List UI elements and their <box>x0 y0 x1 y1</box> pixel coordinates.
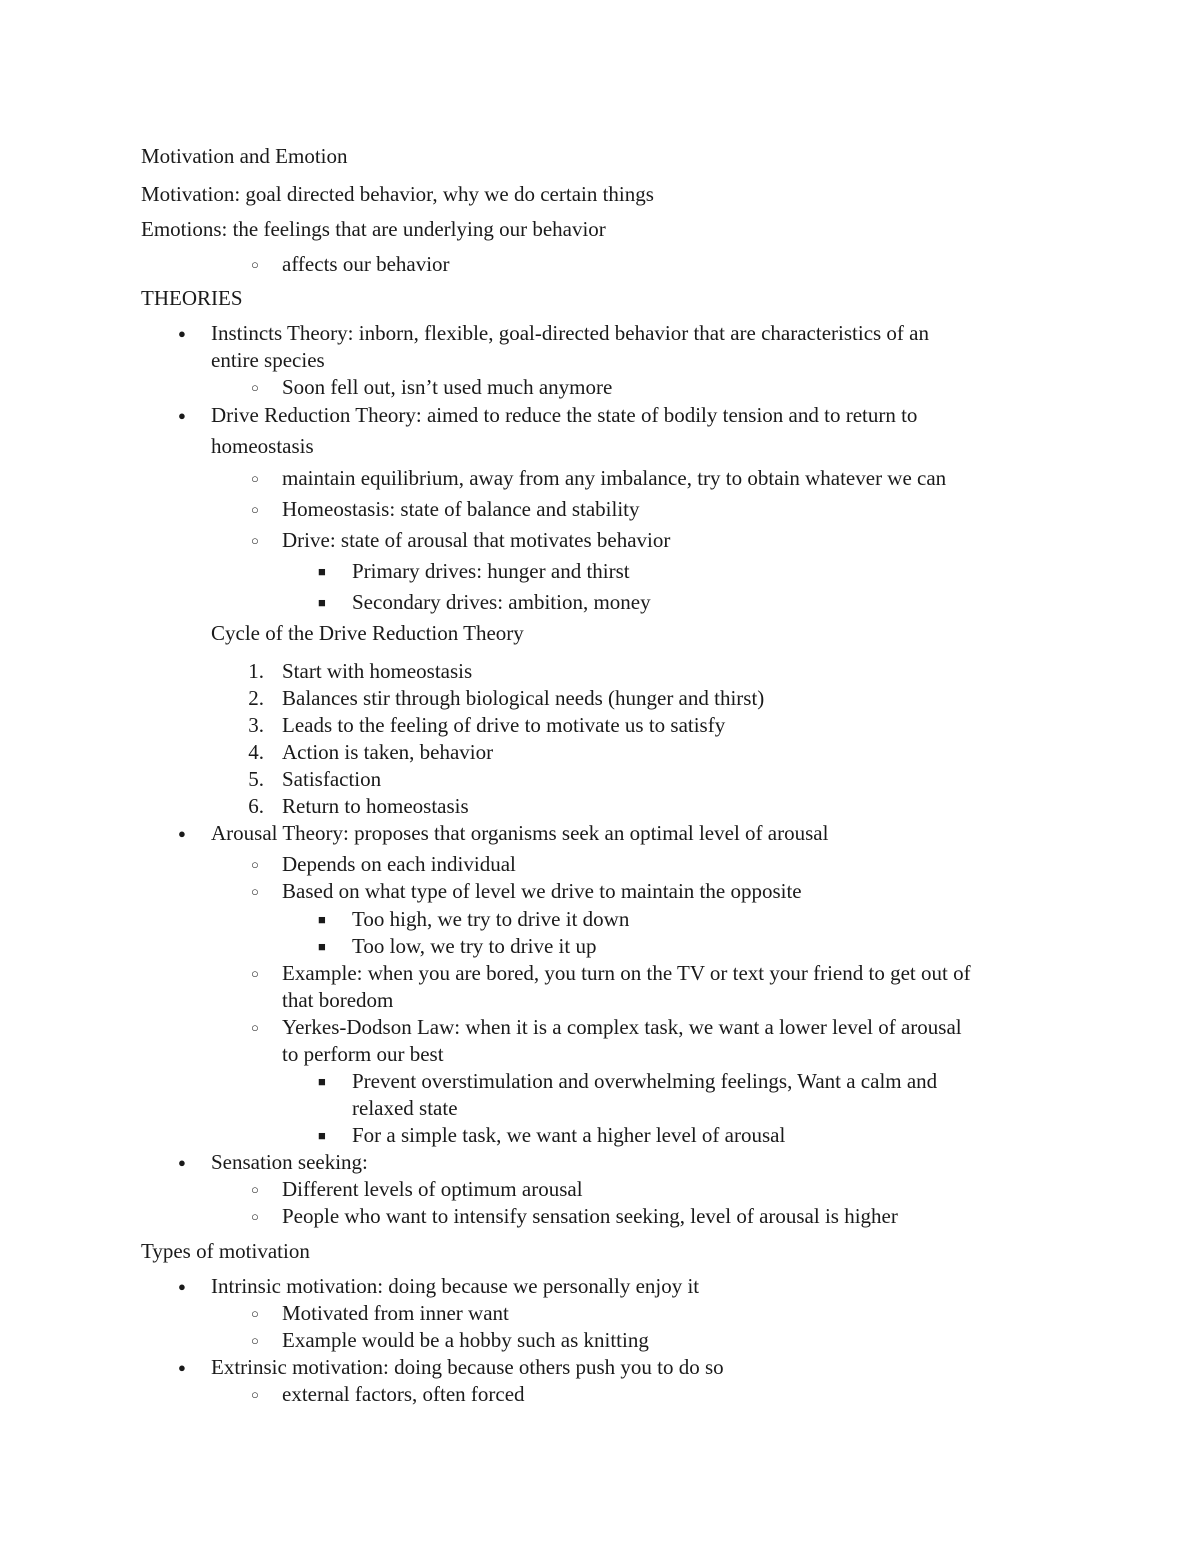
hollow-circle-bullet: ○ <box>251 257 259 272</box>
hollow-circle-bullet: ○ <box>251 857 259 872</box>
filled-circle-bullet: ● <box>178 1360 186 1375</box>
list-number: 4. <box>248 740 264 764</box>
hollow-circle-bullet: ○ <box>251 884 259 899</box>
motivation-definition: Motivation: goal directed behavior, why we do certain things <box>141 182 654 206</box>
list-item: Intrinsic motivation: doing because we personally enjoy it <box>211 1274 700 1298</box>
list-item: Motivated from inner want <box>282 1301 509 1325</box>
list-item: Extrinsic motivation: doing because others push you to do so <box>211 1355 724 1379</box>
square-bullet: ■ <box>318 1128 326 1143</box>
list-item-continuation: to perform our best <box>282 1042 444 1066</box>
list-number: 2. <box>248 686 264 710</box>
filled-circle-bullet: ● <box>178 408 186 423</box>
list-item: Too low, we try to drive it up <box>352 934 597 958</box>
hollow-circle-bullet: ○ <box>251 1209 259 1224</box>
list-number: 3. <box>248 713 264 737</box>
cycle-step: Start with homeostasis <box>282 659 473 683</box>
list-item-continuation: homeostasis <box>211 434 314 458</box>
cycle-step: Return to homeostasis <box>282 794 469 818</box>
cycle-step: Action is taken, behavior <box>282 740 494 764</box>
filled-circle-bullet: ● <box>178 326 186 341</box>
square-bullet: ■ <box>318 1074 326 1089</box>
list-item: Arousal Theory: proposes that organisms seek an optimal level of arousal <box>211 821 829 845</box>
list-item: People who want to intensify sensation seeking, level of arousal is higher <box>282 1204 898 1228</box>
square-bullet: ■ <box>318 595 326 610</box>
theories-heading: THEORIES <box>141 286 243 310</box>
list-item: Depends on each individual <box>282 852 516 876</box>
list-item: Prevent overstimulation and overwhelming feelings, Want a calm and <box>352 1069 938 1093</box>
list-item: Drive Reduction Theory: aimed to reduce the state of bodily tension and to return to <box>211 403 918 427</box>
hollow-circle-bullet: ○ <box>251 471 259 486</box>
list-item: Example would be a hobby such as knitting <box>282 1328 649 1352</box>
list-item: Yerkes-Dodson Law: when it is a complex task, we want a lower level of arousal <box>282 1015 962 1039</box>
list-number: 1. <box>248 659 264 683</box>
list-item: Different levels of optimum arousal <box>282 1177 583 1201</box>
types-heading: Types of motivation <box>141 1239 310 1263</box>
list-item: Example: when you are bored, you turn on the TV or text your friend to get out of <box>282 961 971 985</box>
doc-title: Motivation and Emotion <box>141 144 348 168</box>
list-item: Homeostasis: state of balance and stability <box>282 497 640 521</box>
list-item-continuation: relaxed state <box>352 1096 458 1120</box>
hollow-circle-bullet: ○ <box>251 533 259 548</box>
list-number: 5. <box>248 767 264 791</box>
square-bullet: ■ <box>318 564 326 579</box>
list-item: affects our behavior <box>282 252 450 276</box>
hollow-circle-bullet: ○ <box>251 1387 259 1402</box>
emotions-definition: Emotions: the feelings that are underlying our behavior <box>141 217 606 241</box>
list-item-continuation: entire species <box>211 348 325 372</box>
list-item: Secondary drives: ambition, money <box>352 590 651 614</box>
list-item: Soon fell out, isn’t used much anymore <box>282 375 613 399</box>
hollow-circle-bullet: ○ <box>251 1182 259 1197</box>
cycle-heading: Cycle of the Drive Reduction Theory <box>211 621 524 645</box>
list-item: Instincts Theory: inborn, flexible, goal-directed behavior that are characteristics of an <box>211 321 929 345</box>
hollow-circle-bullet: ○ <box>251 1020 259 1035</box>
hollow-circle-bullet: ○ <box>251 1333 259 1348</box>
filled-circle-bullet: ● <box>178 1155 186 1170</box>
list-item: Drive: state of arousal that motivates behavior <box>282 528 671 552</box>
filled-circle-bullet: ● <box>178 1279 186 1294</box>
square-bullet: ■ <box>318 912 326 927</box>
list-item-continuation: that boredom <box>282 988 394 1012</box>
list-number: 6. <box>248 794 264 818</box>
list-item: Too high, we try to drive it down <box>352 907 630 931</box>
list-item: Based on what type of level we drive to maintain the opposite <box>282 879 802 903</box>
cycle-step: Leads to the feeling of drive to motivate us to satisfy <box>282 713 726 737</box>
square-bullet: ■ <box>318 939 326 954</box>
list-item: For a simple task, we want a higher level of arousal <box>352 1123 786 1147</box>
list-item: Sensation seeking: <box>211 1150 368 1174</box>
list-item: Primary drives: hunger and thirst <box>352 559 630 583</box>
list-item: external factors, often forced <box>282 1382 525 1406</box>
cycle-step: Balances stir through biological needs (hunger and thirst) <box>282 686 765 710</box>
hollow-circle-bullet: ○ <box>251 966 259 981</box>
list-item: maintain equilibrium, away from any imbalance, try to obtain whatever we can <box>282 466 947 490</box>
hollow-circle-bullet: ○ <box>251 380 259 395</box>
cycle-step: Satisfaction <box>282 767 382 791</box>
filled-circle-bullet: ● <box>178 826 186 841</box>
hollow-circle-bullet: ○ <box>251 1306 259 1321</box>
hollow-circle-bullet: ○ <box>251 502 259 517</box>
